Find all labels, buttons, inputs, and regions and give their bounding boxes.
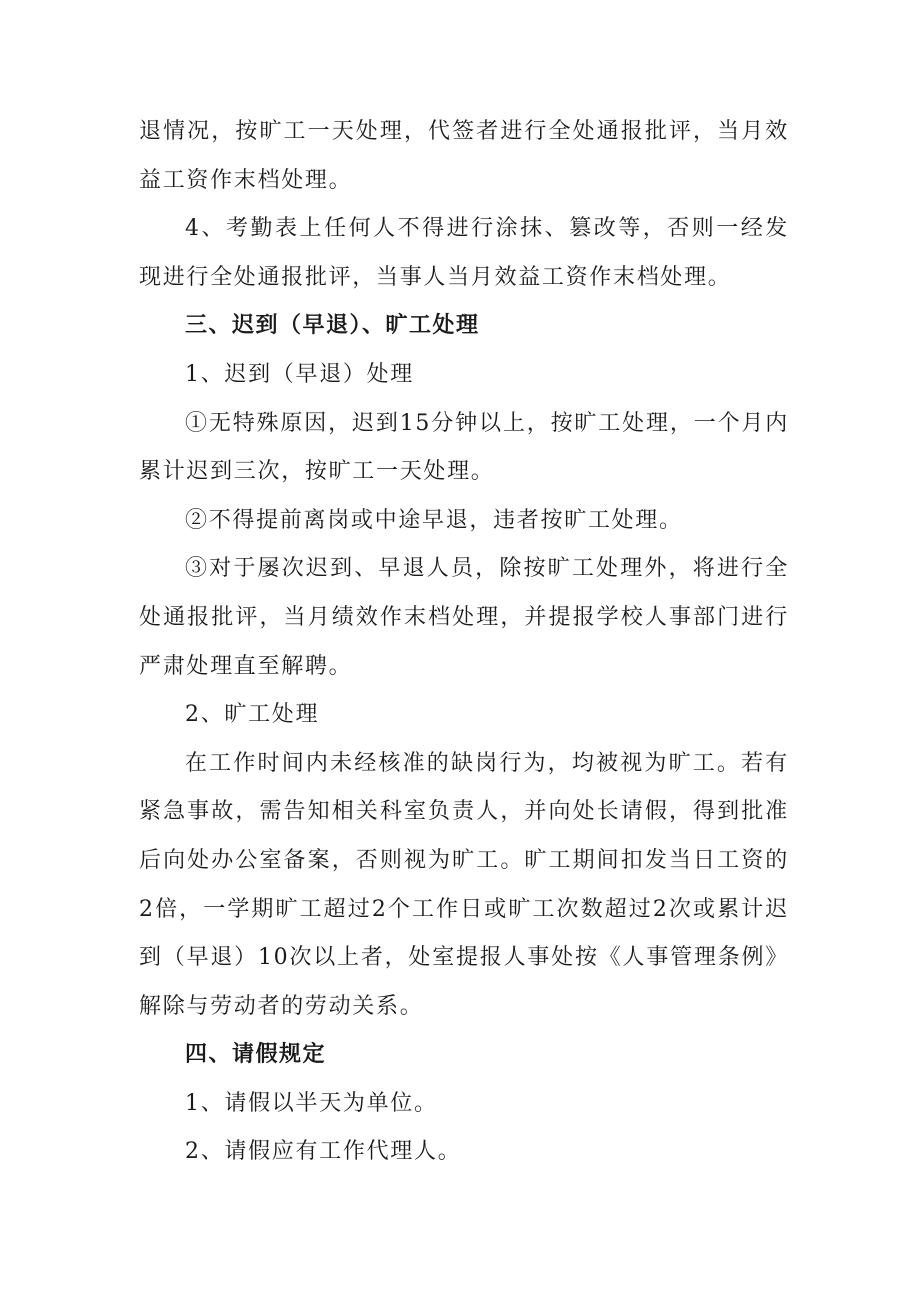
subsection-title-late: 1、迟到（早退）处理 <box>185 361 414 387</box>
paragraph-leave-2: 2、请假应有工作代理人。 <box>185 1139 462 1165</box>
paragraph-absenteeism: 在工作时间内未经核准的缺岗行为，均被视为旷工。若有紧急事故，需告知相关科室负责人，并向处长请假，得到批准后向处办公室备案，否则视为旷工。旷工期间扣发当日工资的2倍，一学期旷工超过2个工作日或旷工次数超过2次或累计迟到（早退）10次以上者，处室提报人事处按《人事管理条例》解除与劳动者的劳动关系。 <box>139 750 789 1019</box>
paragraph-leave-1: 1、请假以半天为单位。 <box>185 1090 438 1116</box>
paragraph-rule-2: ②不得提前离岗或中途早退，违者按旷工处理。 <box>185 507 683 533</box>
paragraph-continuation: 退情况，按旷工一天处理，代签者进行全处通报批评，当月效益工资作末档处理。 <box>139 119 789 193</box>
document-body <box>139 108 789 1177</box>
paragraph-rule-3: ③对于屡次迟到、早退人员，除按旷工处理外，将进行全处通报批评，当月绩效作末档处理，并提报学校人事部门进行严肃处理直至解聘。 <box>139 556 789 679</box>
paragraph-item-4: 4、考勤表上任何人不得进行涂抹、篡改等，否则一经发现进行全处通报批评，当事人当月效益工资作末档处理。 <box>139 216 789 290</box>
subsection-title-absent: 2、旷工处理 <box>185 702 320 728</box>
section-heading-3: 三、迟到（早退）、旷工处理 <box>185 313 480 339</box>
section-heading-4: 四、请假规定 <box>185 1042 327 1068</box>
paragraph-rule-1: ①无特殊原因，迟到15分钟以上，按旷工处理，一个月内累计迟到三次，按旷工一天处理。 <box>139 410 789 485</box>
